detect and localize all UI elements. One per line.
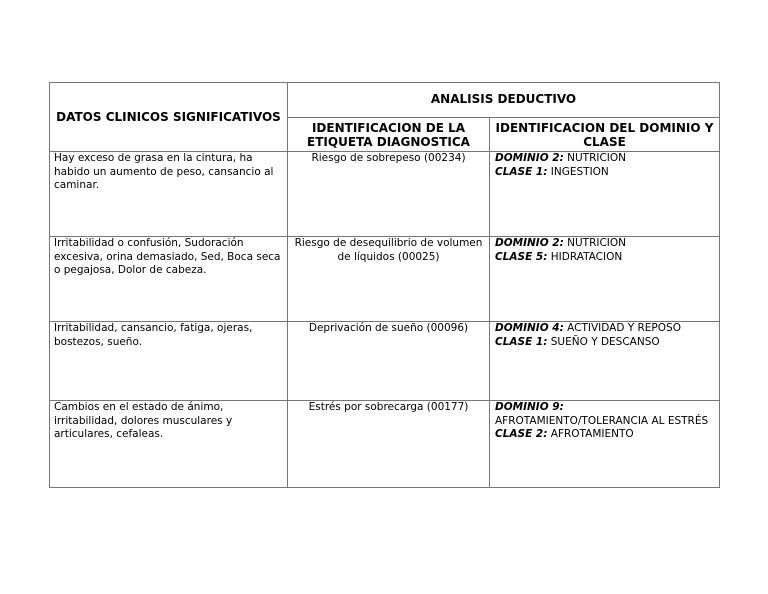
table-row: [50, 152, 720, 237]
clase-label: CLASE 1:: [495, 335, 548, 348]
table-row: [50, 401, 720, 488]
clase-value: INGESTION: [550, 165, 609, 178]
cell-dominio-clase: [490, 322, 720, 401]
header-etiqueta-diagnostica: IDENTIFICACION DE LA ETIQUETA DIAGNOSTICA: [288, 118, 490, 152]
dominio-value: ACTIVIDAD Y REPOSO: [567, 322, 681, 334]
cell-datos: Hay exceso de grasa en la cintura, ha habido un aumento de peso, cansancio al caminar.: [50, 152, 288, 237]
dominio-line: [495, 152, 716, 166]
cell-etiqueta: Estrés por sobrecarga (00177): [288, 401, 490, 488]
header-datos-clinicos: DATOS CLINICOS SIGNIFICATIVOS: [50, 83, 288, 152]
dominio-label: DOMINIO 4:: [495, 322, 564, 334]
table-row: [50, 237, 720, 322]
clase-line: [495, 166, 716, 180]
header-dominio-clase: IDENTIFICACION DEL DOMINIO Y CLASE: [490, 118, 720, 152]
dominio-value: NUTRICION: [567, 237, 627, 249]
clase-line: [495, 336, 716, 350]
cell-datos: Irritabilidad, cansancio, fatiga, ojeras, bostezos, sueño.: [50, 322, 288, 401]
table-row: [50, 322, 720, 401]
clase-label: CLASE 2:: [495, 428, 548, 440]
clase-line: [495, 251, 716, 265]
dominio-label: DOMINIO 9:: [495, 401, 564, 413]
dominio-value: AFROTAMIENTO/TOLERANCIA AL ESTRÉS: [495, 414, 709, 427]
dominio-line: [495, 322, 716, 336]
cell-etiqueta: Deprivación de sueño (00096): [288, 322, 490, 401]
cell-dominio-clase: [490, 237, 720, 322]
cell-datos: Irritabilidad o confusión, Sudoración excesiva, orina demasiado, Sed, Boca seca o pegajosa, Dolor de cabeza.: [50, 237, 288, 322]
clase-label: CLASE 5:: [495, 250, 548, 263]
cell-etiqueta: Riesgo de desequilibrio de volumen de líquidos (00025): [288, 237, 490, 322]
clase-value: HIDRATACION: [550, 250, 623, 263]
cell-dominio-clase: [490, 152, 720, 237]
cell-dominio-clase: [490, 401, 720, 488]
dominio-line: [495, 237, 716, 251]
dominio-label: DOMINIO 2:: [495, 237, 564, 249]
clase-value: SUEÑO Y DESCANSO: [550, 335, 660, 348]
dominio-value: NUTRICION: [567, 152, 627, 164]
dominio-label: DOMINIO 2:: [495, 152, 564, 164]
diagnosis-table: [49, 82, 720, 488]
header-row: [50, 83, 720, 118]
header-analisis-deductivo: ANALISIS DEDUCTIVO: [288, 83, 720, 118]
clase-line: [495, 428, 716, 442]
cell-datos: Cambios en el estado de ánimo, irritabilidad, dolores musculares y articulares, cefaleas.: [50, 401, 288, 488]
clase-label: CLASE 1:: [495, 165, 548, 178]
clase-value: AFROTAMIENTO: [550, 428, 634, 440]
cell-etiqueta: Riesgo de sobrepeso (00234): [288, 152, 490, 237]
